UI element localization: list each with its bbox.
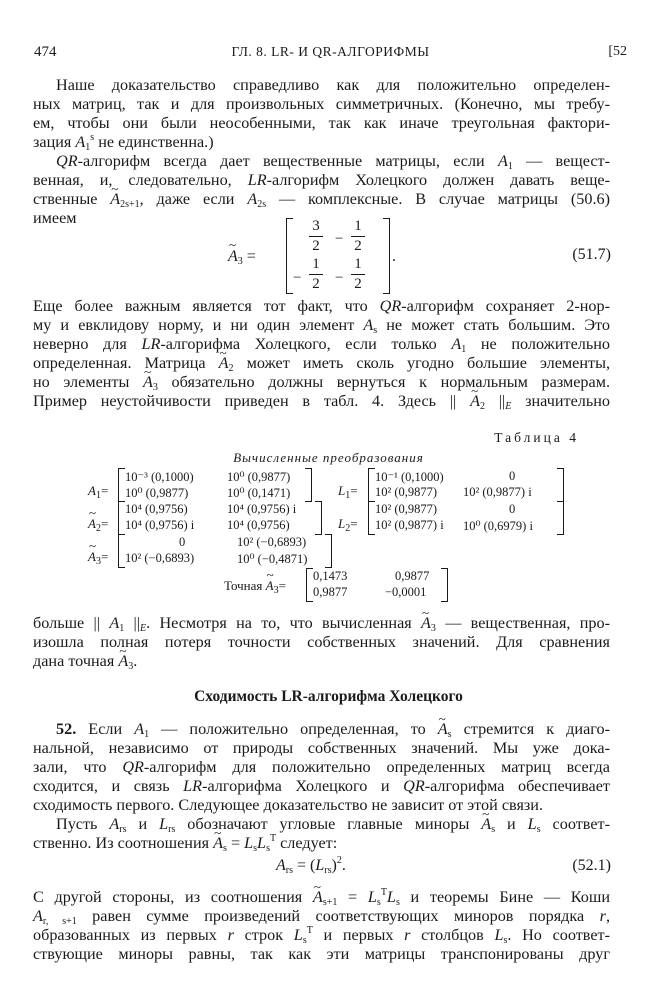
matrix-cell: 0,9877 <box>395 569 430 583</box>
text-line: $A_{r, s+1}$ равен сумме произведений соответствующих миноров порядка r, <box>33 907 611 927</box>
matrix-cell: 10⁰ (0,6979) i <box>463 519 533 533</box>
matrix-cell: 10⁻¹ (0,1000) <box>375 470 444 484</box>
text-line: QR-алгорифм всегда дает вещественные матрицы, если $A_1$ — вещест- <box>56 152 610 172</box>
text-line: неверно для LR-алгорифма Холецкого, если только $A_1$ не положительно <box>33 335 610 355</box>
text-line: ствующие миноры равны, так как эти матрицы транспонированы друг <box>33 945 610 963</box>
text-line: имеем <box>33 209 77 227</box>
text-line: больше || $A_1$ $||_E$. Несмотря на то, что вычисленная ~ $A_3$ — вещественная, про- <box>33 614 610 633</box>
text-line: Наше доказательство справедливо как для положительно определен- <box>56 76 610 94</box>
page-number: 474 <box>34 44 57 60</box>
matrix-cell: 10⁰ (0,1471) <box>227 486 291 500</box>
matrix-L2 <box>368 501 564 535</box>
matrix-cell: 10² (−0,6893) <box>125 551 195 565</box>
matrix-cell: 10² (0,9877) <box>375 502 438 516</box>
matrix-cell: 10⁻³ (0,1000) <box>125 470 194 484</box>
matrix-A1 <box>118 468 312 502</box>
running-title: ГЛ. 8. LR- И QR-АЛГОРИФМЫ <box>231 44 430 59</box>
matrix-cell: 3 2 <box>309 218 323 255</box>
text-line: 52. Если $A_1$ — положительно определенная, то ~ $A_s$ стремится к диаго- <box>56 720 610 739</box>
text-line: му и евклидову норму, и ни один элемент $A_s$ не может стать большим. Это <box>33 316 610 336</box>
matrix-cell: 0,9877 <box>313 585 348 599</box>
text-line: зация $A_1^s$ не единственна.) <box>33 132 214 153</box>
matrix-cell: 10² (0,9877) i <box>463 485 532 499</box>
table-label: $A_1=$ <box>88 483 109 501</box>
matrix-A2 <box>118 501 322 535</box>
exact-label: Точная <box>224 578 263 593</box>
text-line: ных матриц, так и для произвольных симметричных. (Конечно, мы требу- <box>33 95 610 113</box>
matrix-A3-exact <box>286 218 390 294</box>
section-reference: [52 <box>608 44 627 59</box>
matrix-cell: 1 2 <box>309 256 323 293</box>
text-line: зали, что QR-алгорифм для положительно определенных матриц всегда <box>33 758 610 776</box>
running-header <box>34 44 627 66</box>
text-line: образованных из первых r строк $L_s^T$ и первых r столбцов $L_s$. Но соответ- <box>33 925 610 946</box>
matrix-cell: 10⁰ (0,9877) <box>227 470 291 484</box>
text-line: определенная. Матрица ~ $A_2$ может иметь сколь угодно большие элементы, <box>33 354 610 373</box>
text-line: дана точная ~ $A_3$. <box>33 652 610 671</box>
text-line: венная, и, следовательно, LR-алгорифм Холецкого должен давать веще- <box>33 171 610 189</box>
table-label: ~ $A_2=$ <box>88 516 108 532</box>
equation: $A_{rs} = (L_{rs})^2$. <box>276 855 346 876</box>
matrix-cell: 10² (0,9877) i <box>375 518 444 532</box>
table-subtitle: Вычисленные преобразования <box>233 450 424 465</box>
text-line: изошла полная потеря точности собственных значений. Для сравнения <box>33 633 610 651</box>
table-label: ~ $A_3=$ <box>88 549 108 565</box>
text-line: Пусть $A_{rs}$ и $L_{rs}$ обозначают угловые главные миноры ~ $A_s$ и $L_s$ соответ- <box>56 815 610 834</box>
matrix-cell: −0,0001 <box>385 585 427 599</box>
matrix-cell: 10⁴ (0,9756) <box>125 502 188 516</box>
matrix-cell: − <box>335 270 344 286</box>
matrix-cell: − <box>293 270 302 286</box>
section-heading: Сходимость LR-алгорифма Холецкого <box>194 688 463 705</box>
matrix-cell: 0 <box>179 535 186 549</box>
table-caption: Таблица 4 <box>494 430 579 445</box>
matrix-cell: 0 <box>509 469 516 483</box>
matrix-A3-computed <box>118 534 332 568</box>
matrix-cell: 10⁰ (0,9877) <box>125 486 189 500</box>
equation-number: (51.7) <box>572 246 611 263</box>
table-label: $L_2=$ <box>338 516 358 534</box>
text-line: С другой стороны, из соотношения ~ $A_{s+1} = L_s^TL_s$ и теоремы Бине — Коши <box>33 888 610 907</box>
matrix-cell: 10⁴ (0,9756) i <box>125 518 195 532</box>
matrix-cell: − <box>335 231 344 247</box>
matrix-A3-exact-table <box>306 568 448 602</box>
table-label: Точная ~ $A_3=$ <box>224 578 286 594</box>
text-line: но элементы ~ $A_3$ обязательно должны вернуться к нормальным размерам. <box>33 373 610 392</box>
text-line: сходимость первого. Следующее доказательство не зависит от этой связи. <box>33 796 544 814</box>
text-line: нальной, независимо от природы собственных значений. Мы уже дока- <box>33 739 610 757</box>
text-line: ем, чтобы они были неособенными, так как иначе треугольная фактори- <box>33 114 610 132</box>
matrix-cell: 10⁴ (0,9756) i <box>227 502 297 516</box>
matrix-cell: 10⁴ (0,9756) <box>227 518 290 532</box>
matrix-cell: 0,1473 <box>313 569 348 583</box>
matrix-cell: 10² (0,9877) <box>375 485 438 499</box>
matrix-L1 <box>368 468 564 502</box>
text-line: сходится, и связь LR-алгорифма Холецкого и QR-алгорифма обеспечивает <box>33 777 610 795</box>
matrix-cell: 0 <box>509 502 516 516</box>
equation-period: . <box>392 248 396 265</box>
text-line: ственные ~ $A_{2s+1}$, даже если $A_{2s}$ — комплексные. В случае матрицы (50.6) <box>33 190 610 209</box>
text-line: ственно. Из соотношения ~ $A_s = L_sL_s^T$ следует: <box>33 834 610 853</box>
matrix-cell: 10⁰ (−0,4871) <box>237 552 308 566</box>
matrix-cell: 1 2 <box>351 218 365 255</box>
table-label: $L_1=$ <box>338 483 358 501</box>
matrix-cell: 10² (−0,6893) <box>237 535 307 549</box>
equation-number: (52.1) <box>572 857 611 874</box>
equation-lhs: ~ $A_3$ = <box>228 248 256 266</box>
text-line: Еще более важным является тот факт, что QR-алгорифм сохраняет 2-нор- <box>33 297 610 315</box>
text-line: Пример неустойчивости приведен в табл. 4. Здесь || ~ $A_2$ $||_E$ значительно <box>33 392 610 411</box>
matrix-cell: 1 2 <box>351 256 365 293</box>
